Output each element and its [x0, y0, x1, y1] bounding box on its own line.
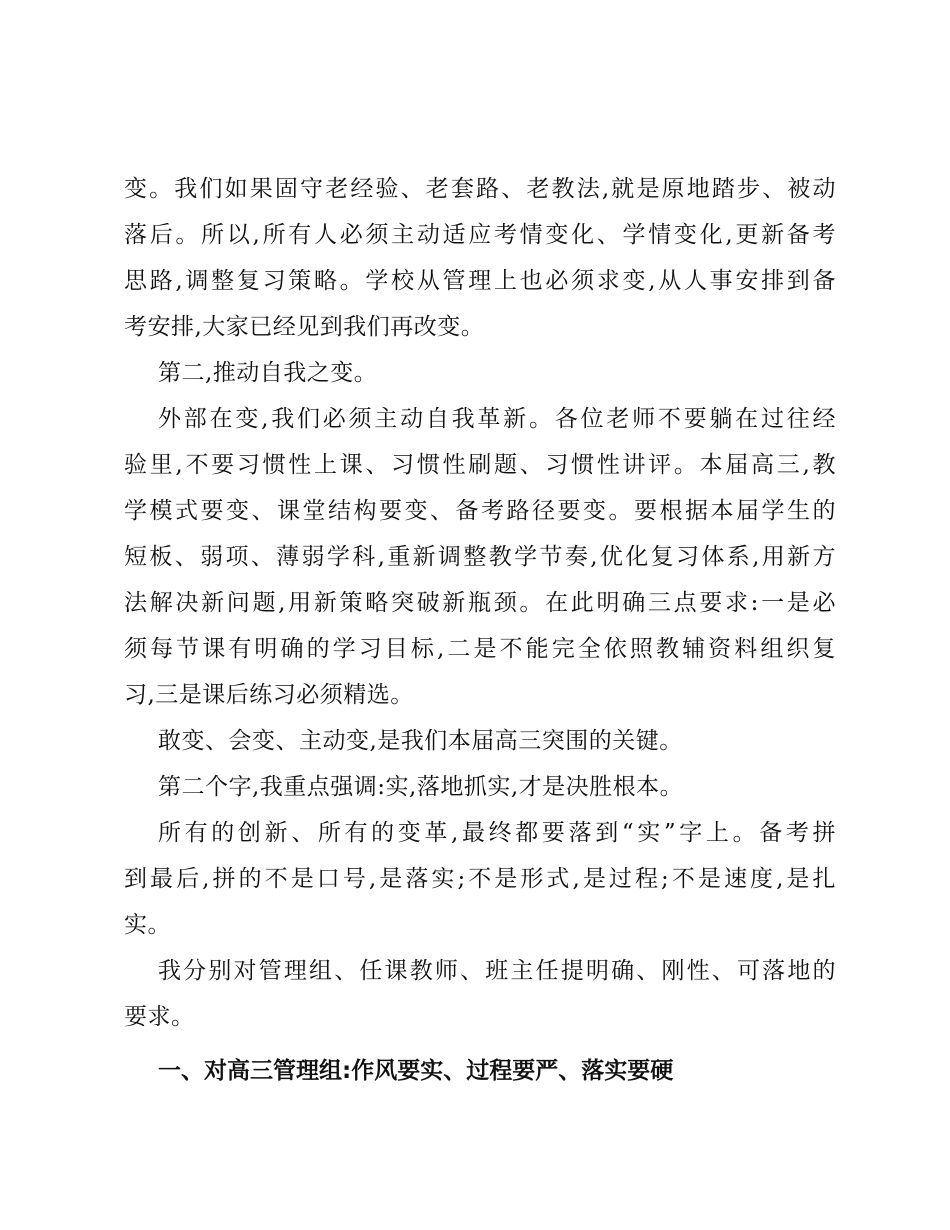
- text-line: 实。: [124, 912, 171, 938]
- paragraph-3: [124, 396, 836, 718]
- text-line: 到最后,拼的不是口号,是落实;不是形式,是过程;不是速度,是扎: [124, 866, 836, 892]
- document-body: [124, 166, 836, 1094]
- paragraph-1: [124, 166, 836, 350]
- text-line: 须每节课有明确的学习目标,二是不能完全依照教辅资料组织复: [124, 636, 836, 662]
- text-line: 考安排,大家已经见到我们再改变。: [124, 314, 485, 340]
- text-line: 学模式要变、课堂结构要变、备考路径要变。要根据本届学生的: [124, 498, 836, 524]
- text-line: 我分别对管理组、任课教师、班主任提明确、刚性、可落地的: [158, 958, 836, 984]
- text-line: 法解决新问题,用新策略突破新瓶颈。在此明确三点要求:一是必: [124, 590, 836, 616]
- text-line: 第二个字,我重点强调:实,落地抓实,才是决胜根本。: [158, 774, 684, 800]
- text-line: 落后。所以,所有人必须主动适应考情变化、学情变化,更新备考: [124, 222, 836, 248]
- text-line: 短板、弱项、薄弱学科,重新调整教学节奏,优化复习体系,用新方: [124, 544, 836, 570]
- paragraph-5: [124, 764, 836, 810]
- text-line: 所有的创新、所有的变革,最终都要落到“实”字上。备考拼: [158, 820, 836, 846]
- section-heading: 一、对高三管理组:作风要实、过程要严、落实要硬: [158, 1058, 674, 1084]
- text-line: 要求。: [124, 1004, 195, 1030]
- text-line: 习,三是课后练习必须精选。: [124, 682, 414, 708]
- text-line: 外部在变,我们必须主动自我革新。各位老师不要躺在过往经: [158, 406, 836, 432]
- text-line: 敢变、会变、主动变,是我们本届高三突围的关键。: [158, 728, 683, 754]
- text-line: 第二,推动自我之变。: [158, 360, 378, 386]
- text-line: 验里,不要习惯性上课、习惯性刷题、习惯性讲评。本届高三,教: [124, 452, 836, 478]
- paragraph-4: [124, 718, 836, 764]
- text-line: 变。我们如果固守老经验、老套路、老教法,就是原地踏步、被动: [124, 176, 836, 202]
- paragraph-2: [124, 350, 836, 396]
- paragraph-7: [124, 948, 836, 1040]
- text-line: 思路,调整复习策略。学校从管理上也必须求变,从人事安排到备: [124, 268, 836, 294]
- paragraph-6: [124, 810, 836, 948]
